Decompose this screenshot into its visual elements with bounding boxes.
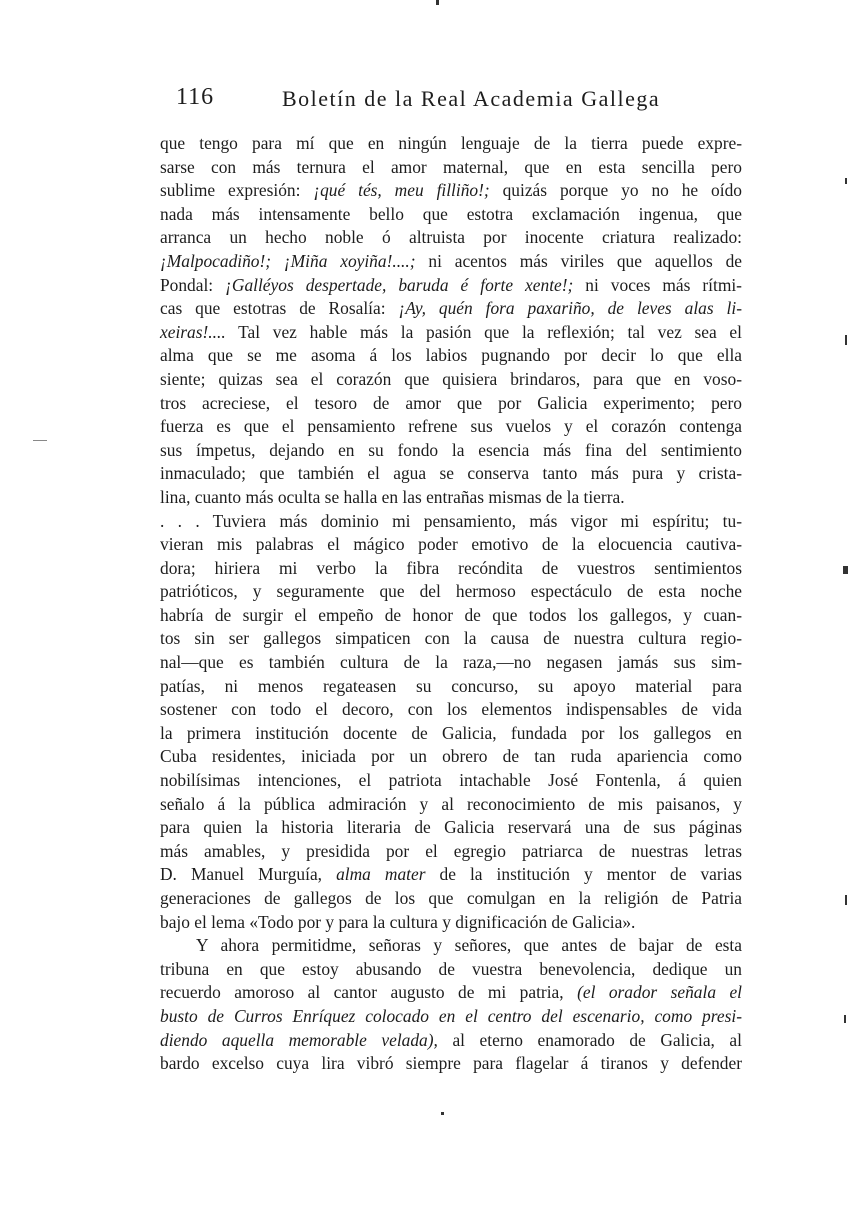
text-segment: recuerdo amoroso al cantor augusto de mi patria, — [160, 982, 578, 1003]
text-segment: que tengo para mí que en ningún lenguaje de la tierra puede expre- — [160, 133, 742, 153]
text-segment: Pondal: — [160, 274, 226, 295]
text-line — [160, 274, 742, 298]
text-segment: nobilísimas intenciones, el patriota intachable José Fontenla, á quien — [160, 770, 742, 791]
text-segment: nal—que es también cultura de la raza,—no negasen jamás sus sim- — [160, 652, 742, 673]
text-line — [160, 651, 742, 675]
text-segment: tos sin ser gallegos simpaticen con la causa de nuestra cultura regio- — [160, 628, 742, 649]
scan-speck — [33, 440, 47, 441]
text-line — [160, 321, 742, 345]
text-segment: la primera institución docente de Galicia, fundada por los gallegos en — [160, 722, 742, 743]
text-segment: sarse con más ternura el amor maternal, que en esta sencilla pero — [160, 156, 742, 177]
text-segment: alma que se me asoma á los labios pugnando por decir lo que ella — [160, 345, 742, 366]
text-segment: Cuba residentes, iniciada por un obrero de tan ruda apariencia como — [160, 746, 742, 767]
text-line — [160, 344, 742, 368]
text-line — [160, 793, 742, 817]
text-line — [160, 604, 742, 628]
text-line — [160, 1005, 742, 1029]
running-title: Boletín de la Real Academia Gallega — [282, 86, 661, 111]
text-line — [160, 863, 742, 887]
text-line — [160, 627, 742, 651]
text-line — [160, 698, 742, 722]
body-text — [160, 132, 742, 1076]
italic-segment: ¡qué tés, meu filliño!; — [313, 180, 490, 201]
text-line — [160, 675, 742, 699]
scan-speck — [844, 1015, 846, 1023]
text-segment: bajo el lema «Todo por y para la cultura y dignificación de Galicia». — [160, 911, 636, 932]
text-segment: tribuna en que estoy abusando de vuestra benevolencia, dedique un — [160, 958, 742, 979]
text-segment: señalo á la pública admiración y al reconocimiento de mis paisanos, y — [160, 793, 742, 814]
text-line — [160, 203, 742, 227]
scan-speck — [436, 0, 439, 5]
text-line — [160, 179, 742, 203]
text-line — [160, 580, 742, 604]
text-segment: habría de surgir el empeño de honor de que todos los gallegos, y cuan- — [160, 604, 742, 625]
text-line — [160, 911, 742, 935]
text-segment: sublime expresión: — [160, 180, 314, 201]
text-segment: inmaculado; que también el agua se conserva tanto más pura y crista- — [160, 463, 742, 484]
text-segment: siente; quizas sea el corazón que quisiera brindaros, para que en voso- — [160, 368, 742, 389]
text-line — [160, 981, 742, 1005]
text-segment: sostener con todo el decoro, con los elementos indispensables de vida — [160, 699, 742, 720]
page-header — [160, 84, 742, 120]
text-line — [160, 226, 742, 250]
text-segment: . . . Tuviera más dominio mi pensamiento, más vigor mi espíritu; tu- — [160, 510, 742, 531]
italic-segment: xeiras!.... — [160, 321, 226, 342]
text-segment: ni voces más rítmi- — [573, 274, 742, 295]
scan-speck — [441, 1112, 444, 1115]
text-line — [160, 769, 742, 793]
text-segment: dora; hiriera mi verbo la fibra recóndita de vuestros sentimientos — [160, 557, 742, 578]
text-segment: bardo excelso cuya lira vibró siempre para flagelar á tiranos y defender — [160, 1053, 742, 1074]
text-segment: tros acreciese, el tesoro de amor que por Galicia experimento; pero — [160, 392, 742, 413]
text-segment: generaciones de gallegos de los que comulgan en la religión de Patria — [160, 888, 742, 908]
text-line — [160, 816, 742, 840]
text-segment: al eterno enamorado de Galicia, al — [437, 1029, 742, 1050]
text-segment: de la institución y mentor de varias — [425, 864, 743, 885]
text-line — [160, 745, 742, 769]
text-segment: más amables, y presidida por el egregio patriarca de nuestras letras — [160, 840, 742, 861]
italic-segment: ¡Galléyos despertade, baruda é forte xente!; — [225, 274, 574, 295]
text-line — [160, 533, 742, 557]
text-line — [160, 887, 742, 911]
text-segment: nada más intensamente bello que estotra exclamación ingenua, que — [160, 203, 742, 224]
text-segment: Y ahora permitidme, señoras y señores, que antes de bajar de esta — [196, 935, 742, 956]
text-line — [160, 250, 742, 274]
text-segment: patrióticos, y seguramente que del hermoso espectáculo de esta noche — [160, 581, 742, 602]
text-segment: para quien la historia literaria de Galicia reservará una de sus páginas — [160, 817, 742, 838]
page-number: 116 — [176, 84, 215, 110]
text-segment: quizás porque yo no he oído — [489, 180, 742, 201]
scan-speck — [843, 566, 848, 574]
scan-speck — [845, 178, 847, 184]
italic-segment: (el orador señala el — [577, 982, 742, 1003]
text-segment: ni acentos más viriles que aquellos de — [415, 250, 742, 271]
text-line — [160, 557, 742, 581]
text-line — [160, 1052, 742, 1076]
text-line — [160, 132, 742, 156]
text-line — [160, 934, 742, 958]
text-line — [160, 486, 742, 510]
text-line — [160, 958, 742, 982]
italic-segment: busto de Curros Enríquez colocado en el centro del escenario, como presi- — [160, 1005, 742, 1026]
text-line — [160, 368, 742, 392]
italic-segment: ¡Ay, quén fora paxariño, de leves alas li- — [398, 298, 742, 319]
italic-segment: diendo aquella memorable velada), — [160, 1029, 438, 1050]
text-segment: sus ímpetus, dejando en su fondo la esencia más fina del sentimiento — [160, 439, 742, 460]
text-segment: Tal vez hable más la pasión que la reflexión; tal vez sea el — [225, 321, 742, 342]
text-segment: vieran mis palabras el mágico poder emotivo de la elocuencia cautiva- — [160, 534, 742, 555]
text-line — [160, 156, 742, 180]
text-segment: D. Manuel Murguía, — [160, 864, 337, 885]
text-line — [160, 297, 742, 321]
text-line — [160, 840, 742, 864]
scan-speck — [845, 335, 847, 345]
text-line — [160, 722, 742, 746]
italic-segment: alma mater — [336, 864, 426, 885]
text-line — [160, 462, 742, 486]
italic-segment: ¡Malpocadiño!; ¡Miña xoyiña!....; — [160, 250, 416, 271]
text-segment: patías, ni menos regateasen su concurso, su apoyo material para — [160, 675, 742, 696]
text-segment: cas que estotras de Rosalía: — [160, 298, 399, 319]
text-line — [160, 392, 742, 416]
text-segment: arranca un hecho noble ó altruista por inocente criatura realizado: — [160, 227, 742, 248]
text-line — [160, 415, 742, 439]
text-line — [160, 1029, 742, 1053]
scan-speck — [845, 895, 847, 905]
text-segment: lina, cuanto más oculta se halla en las entrañas mismas de la tierra. — [160, 486, 625, 507]
text-line — [160, 439, 742, 463]
text-segment: fuerza es que el pensamiento refrene sus vuelos y el corazón contenga — [160, 416, 742, 437]
text-line — [160, 510, 742, 534]
